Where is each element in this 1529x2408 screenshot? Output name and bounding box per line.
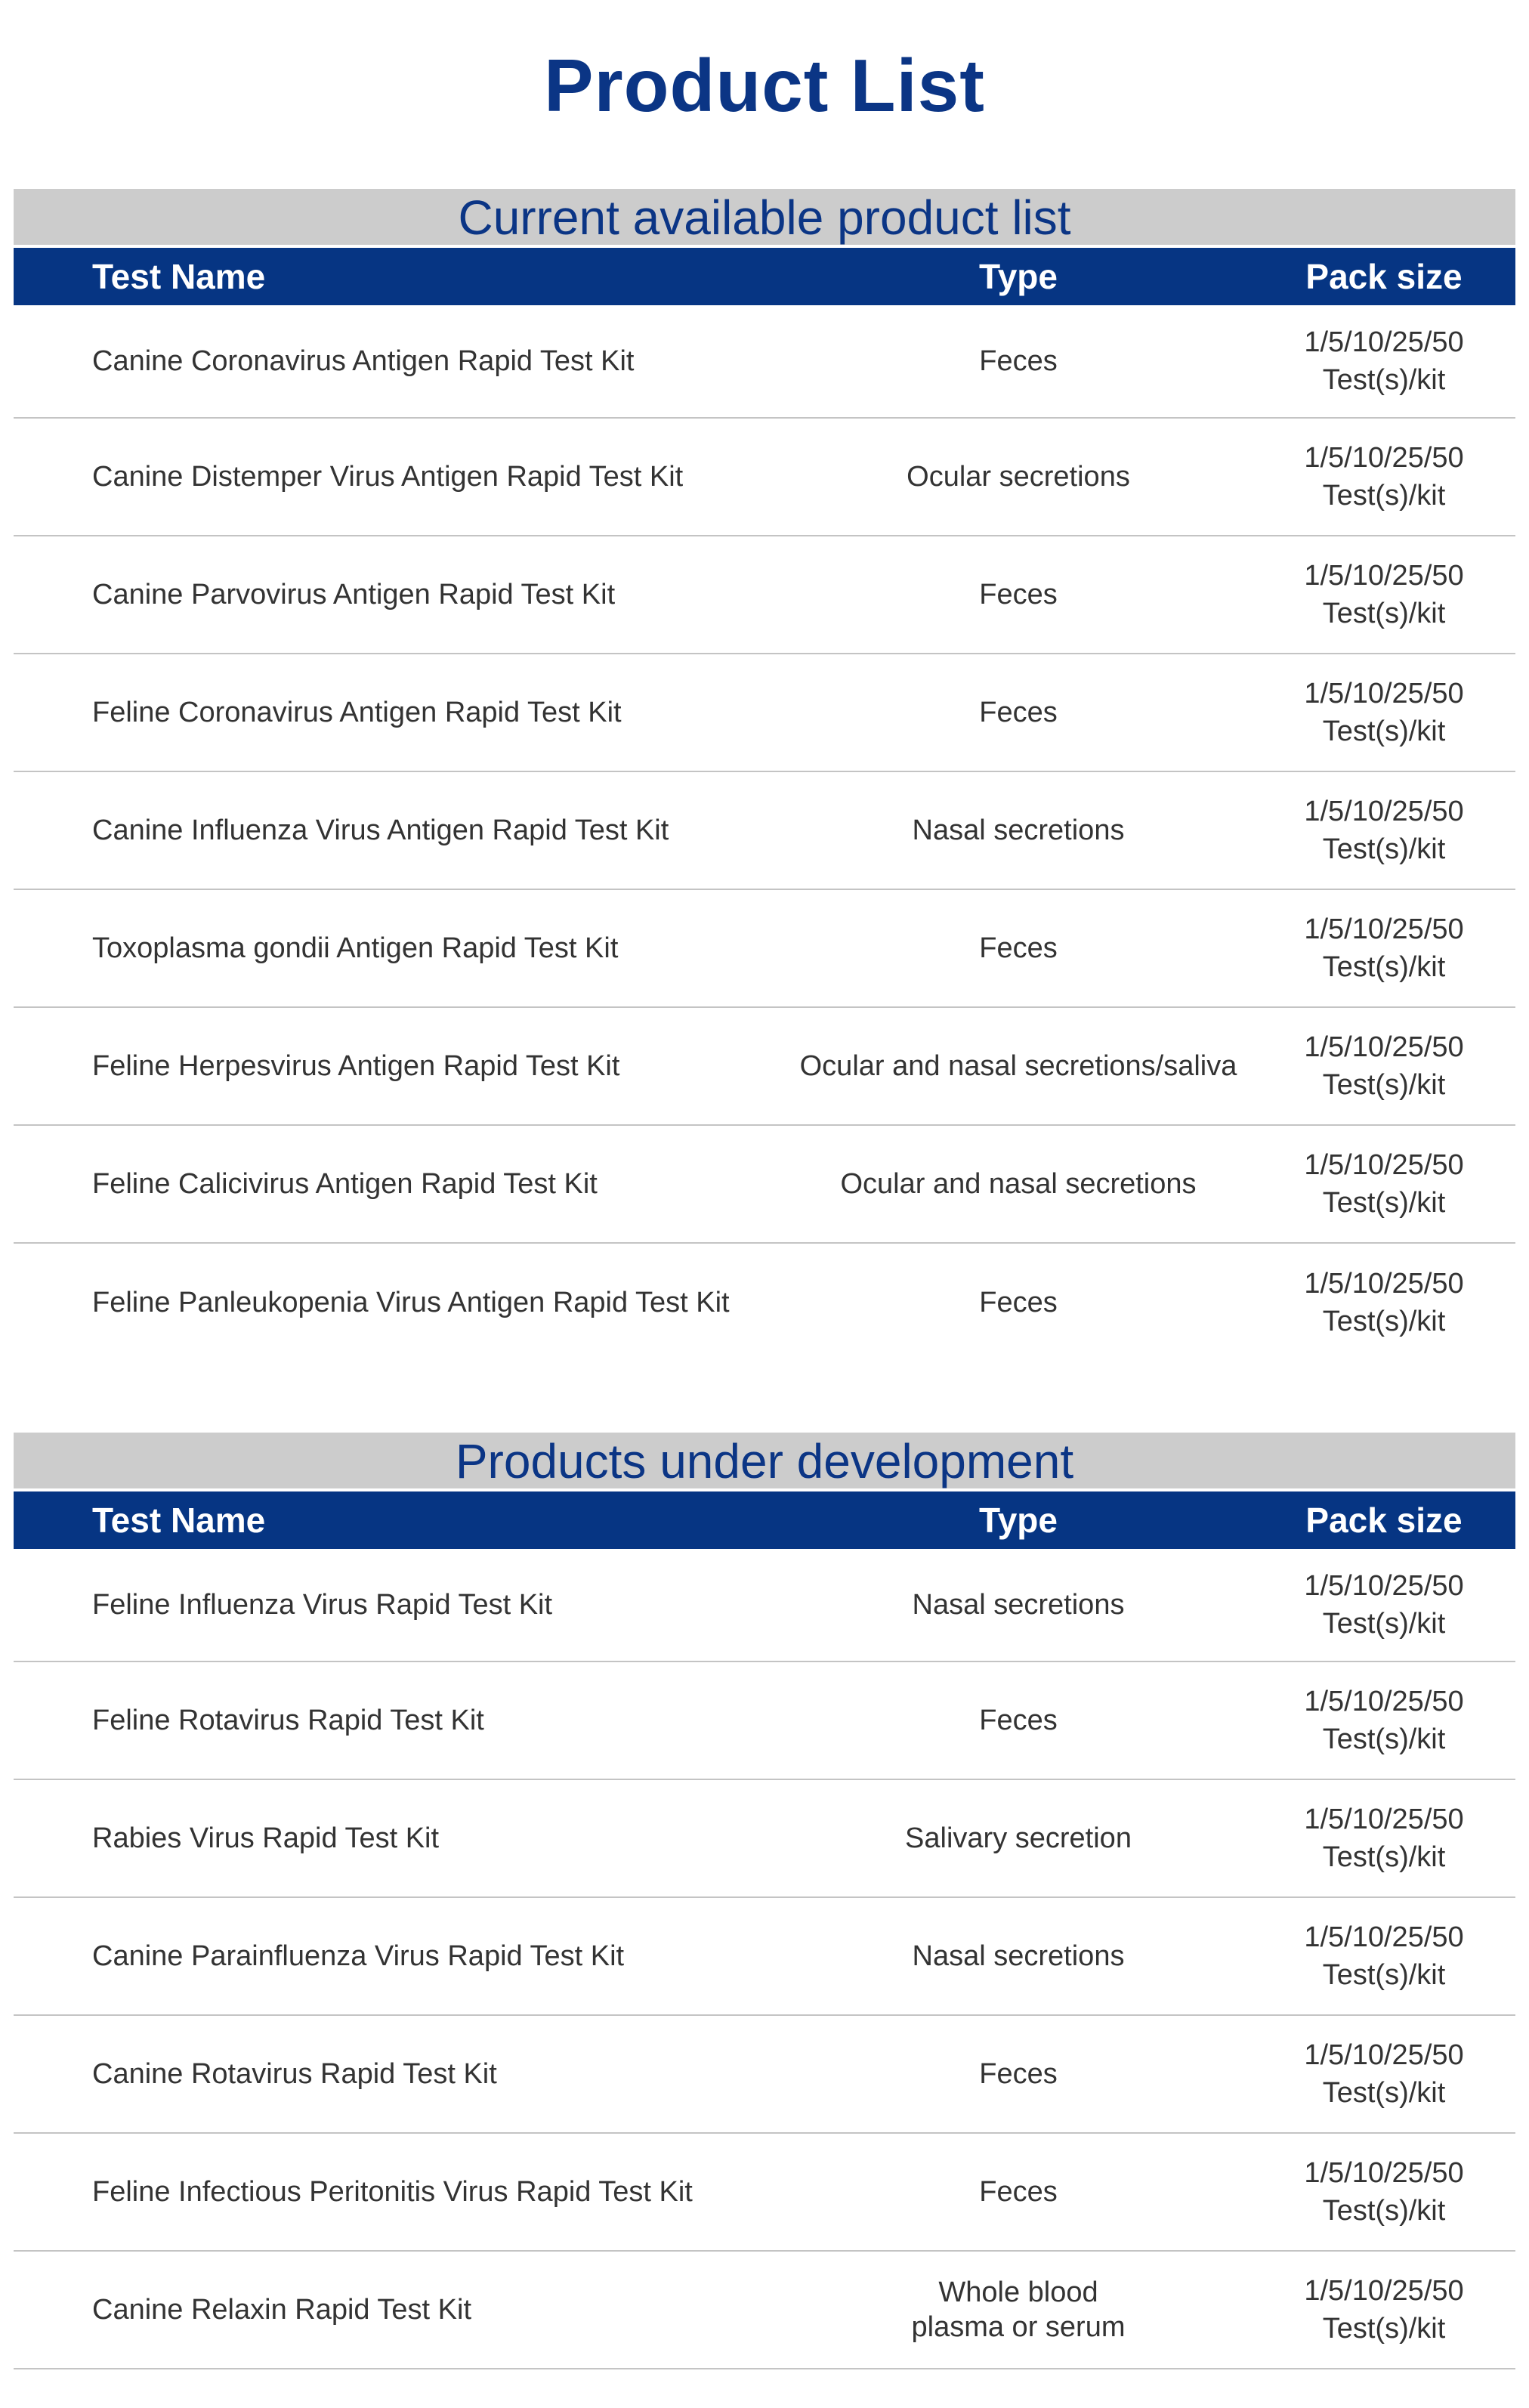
pack-size-line: Test(s)/kit <box>1322 1069 1446 1101</box>
pack-size-cell <box>1253 439 1515 515</box>
test-name-cell: Feline Influenza Virus Rapid Test Kit <box>92 1588 553 1621</box>
development-products-section <box>14 1433 1515 2369</box>
pack-size-line: 1/5/10/25/50 <box>1304 796 1464 827</box>
pack-size-cell <box>1253 1801 1515 1876</box>
pack-size-line: 1/5/10/25/50 <box>1304 2157 1464 2189</box>
pack-size-line: 1/5/10/25/50 <box>1304 1031 1464 1063</box>
sample-type-cell <box>784 1284 1253 1321</box>
pack-size-line: 1/5/10/25/50 <box>1304 678 1464 709</box>
pack-size-line: 1/5/10/25/50 <box>1304 1570 1464 1602</box>
sample-type-line: Feces <box>979 932 1058 964</box>
sample-type-cell <box>784 694 1253 731</box>
pack-size-line: 1/5/10/25/50 <box>1304 1149 1464 1181</box>
test-name-cell: Feline Infectious Peritonitis Virus Rapid Test Kit <box>92 2175 693 2208</box>
pack-size-line: Test(s)/kit <box>1322 2313 1446 2345</box>
pack-size-line: Test(s)/kit <box>1322 1723 1446 1755</box>
sample-type-cell <box>784 811 1253 849</box>
pack-size-line: Test(s)/kit <box>1322 1608 1446 1640</box>
section-banner: Products under development <box>14 1433 1515 1488</box>
table-row <box>14 772 1515 890</box>
test-name-cell: Feline Panleukopenia Virus Antigen Rapid Test Kit <box>92 1286 730 1318</box>
sample-type-cell <box>784 2055 1253 2093</box>
pack-size-line: 1/5/10/25/50 <box>1304 2039 1464 2071</box>
pack-size-line: Test(s)/kit <box>1322 1841 1446 1873</box>
pack-size-line: Test(s)/kit <box>1322 480 1446 512</box>
sample-type-line: Feces <box>979 1287 1058 1318</box>
table-row <box>14 1780 1515 1898</box>
sample-type-line: Nasal secretions <box>912 1940 1125 1972</box>
pack-size-line: Test(s)/kit <box>1322 1959 1446 1991</box>
test-name-cell: Feline Rotavirus Rapid Test Kit <box>92 1704 484 1736</box>
test-name-cell: Canine Coronavirus Antigen Rapid Test Kit <box>92 345 635 377</box>
pack-size-line: Test(s)/kit <box>1322 2195 1446 2227</box>
pack-size-line: 1/5/10/25/50 <box>1304 1268 1464 1300</box>
pack-size-line: Test(s)/kit <box>1322 833 1446 865</box>
sample-type-line: Salivary secretion <box>905 1822 1132 1854</box>
pack-size-cell <box>1253 2272 1515 2348</box>
pack-size-cell <box>1253 557 1515 632</box>
test-name-cell: Canine Relaxin Rapid Test Kit <box>92 2293 472 2326</box>
section-banner: Current available product list <box>14 189 1515 245</box>
sample-type-line: Feces <box>979 1705 1058 1736</box>
test-name-cell: Canine Rotavirus Rapid Test Kit <box>92 2057 497 2090</box>
sample-type-cell <box>784 1819 1253 1857</box>
pack-size-cell <box>1253 1918 1515 1994</box>
table-row <box>14 1126 1515 1244</box>
sample-type-line: Feces <box>979 2058 1058 2090</box>
pack-size-line: Test(s)/kit <box>1322 951 1446 983</box>
pack-size-line: 1/5/10/25/50 <box>1304 326 1464 358</box>
table-row <box>14 1662 1515 1780</box>
table-row <box>14 305 1515 419</box>
column-header-pack-size: Pack size <box>1305 257 1463 296</box>
test-name-cell: Rabies Virus Rapid Test Kit <box>92 1822 440 1854</box>
table-row <box>14 419 1515 536</box>
column-header-type: Type <box>979 257 1058 296</box>
table-header <box>14 1491 1515 1549</box>
sample-type-line: Feces <box>979 345 1058 377</box>
test-name-cell: Canine Influenza Virus Antigen Rapid Test Kit <box>92 814 669 846</box>
table-row <box>14 1898 1515 2016</box>
sample-type-line: plasma or serum <box>911 2311 1126 2343</box>
table-row <box>14 2252 1515 2369</box>
pack-size-line: Test(s)/kit <box>1322 1187 1446 1219</box>
pack-size-line: Test(s)/kit <box>1322 716 1446 747</box>
sample-type-cell <box>784 342 1253 380</box>
table-row <box>14 890 1515 1008</box>
table-row <box>14 1008 1515 1126</box>
sample-type-line: Ocular and nasal secretions/saliva <box>799 1050 1237 1082</box>
sample-type-line: Feces <box>979 697 1058 728</box>
page-title: Product List <box>544 44 985 127</box>
sample-type-cell <box>784 2173 1253 2211</box>
pack-size-cell <box>1253 323 1515 399</box>
pack-size-cell <box>1253 1146 1515 1222</box>
test-name-cell: Canine Distemper Virus Antigen Rapid Test Kit <box>92 460 684 493</box>
product-table-body <box>14 1549 1515 2369</box>
pack-size-line: 1/5/10/25/50 <box>1304 1804 1464 1835</box>
sample-type-cell <box>784 2275 1253 2345</box>
sample-type-cell <box>784 929 1253 967</box>
pack-size-line: 1/5/10/25/50 <box>1304 2275 1464 2307</box>
sample-type-cell <box>784 576 1253 614</box>
sample-type-cell <box>784 1586 1253 1624</box>
test-name-cell: Feline Coronavirus Antigen Rapid Test Kit <box>92 696 622 728</box>
sample-type-line: Ocular and nasal secretions <box>840 1168 1197 1200</box>
pack-size-cell <box>1253 1683 1515 1758</box>
test-name-cell: Feline Herpesvirus Antigen Rapid Test Kit <box>92 1049 620 1082</box>
test-name-cell: Canine Parainfluenza Virus Rapid Test Kit <box>92 1940 625 1972</box>
sample-type-line: Nasal secretions <box>912 1589 1125 1621</box>
pack-size-cell <box>1253 2036 1515 2112</box>
test-name-cell: Feline Calicivirus Antigen Rapid Test Kit <box>92 1167 598 1200</box>
pack-size-line: 1/5/10/25/50 <box>1304 560 1464 592</box>
sample-type-cell <box>784 1937 1253 1975</box>
pack-size-line: Test(s)/kit <box>1322 1306 1446 1337</box>
test-name-cell: Canine Parvovirus Antigen Rapid Test Kit <box>92 578 616 611</box>
pack-size-line: Test(s)/kit <box>1322 364 1446 396</box>
sample-type-cell <box>784 1047 1253 1085</box>
pack-size-line: 1/5/10/25/50 <box>1304 1921 1464 1953</box>
sample-type-line: Ocular secretions <box>907 461 1130 493</box>
pack-size-line: 1/5/10/25/50 <box>1304 1686 1464 1717</box>
table-row <box>14 2134 1515 2252</box>
current-products-section <box>14 189 1515 1362</box>
sample-type-cell <box>784 1702 1253 1739</box>
pack-size-cell <box>1253 2154 1515 2230</box>
column-header-test-name: Test Name <box>92 1501 266 1540</box>
pack-size-cell <box>1253 793 1515 868</box>
pack-size-cell <box>1253 675 1515 750</box>
pack-size-line: 1/5/10/25/50 <box>1304 913 1464 945</box>
sample-type-line: Nasal secretions <box>912 815 1125 846</box>
pack-size-line: Test(s)/kit <box>1322 598 1446 629</box>
pack-size-cell <box>1253 910 1515 986</box>
sample-type-line: Feces <box>979 2176 1058 2208</box>
table-row <box>14 2016 1515 2134</box>
table-header <box>14 248 1515 305</box>
column-header-pack-size: Pack size <box>1305 1501 1463 1540</box>
column-header-test-name: Test Name <box>92 257 266 296</box>
sample-type-line: Feces <box>979 579 1058 611</box>
sample-type-cell <box>784 1165 1253 1203</box>
sample-type-line: Whole blood <box>938 2277 1098 2308</box>
table-row <box>14 1549 1515 1662</box>
table-row <box>14 1244 1515 1362</box>
pack-size-cell <box>1253 1265 1515 1340</box>
column-header-type: Type <box>979 1501 1058 1540</box>
pack-size-line: 1/5/10/25/50 <box>1304 442 1464 474</box>
test-name-cell: Toxoplasma gondii Antigen Rapid Test Kit <box>92 932 619 964</box>
table-row <box>14 654 1515 772</box>
sample-type-cell <box>784 458 1253 496</box>
table-row <box>14 536 1515 654</box>
pack-size-cell <box>1253 1028 1515 1104</box>
product-table-body <box>14 305 1515 1362</box>
pack-size-cell <box>1253 1567 1515 1643</box>
pack-size-line: Test(s)/kit <box>1322 2077 1446 2109</box>
